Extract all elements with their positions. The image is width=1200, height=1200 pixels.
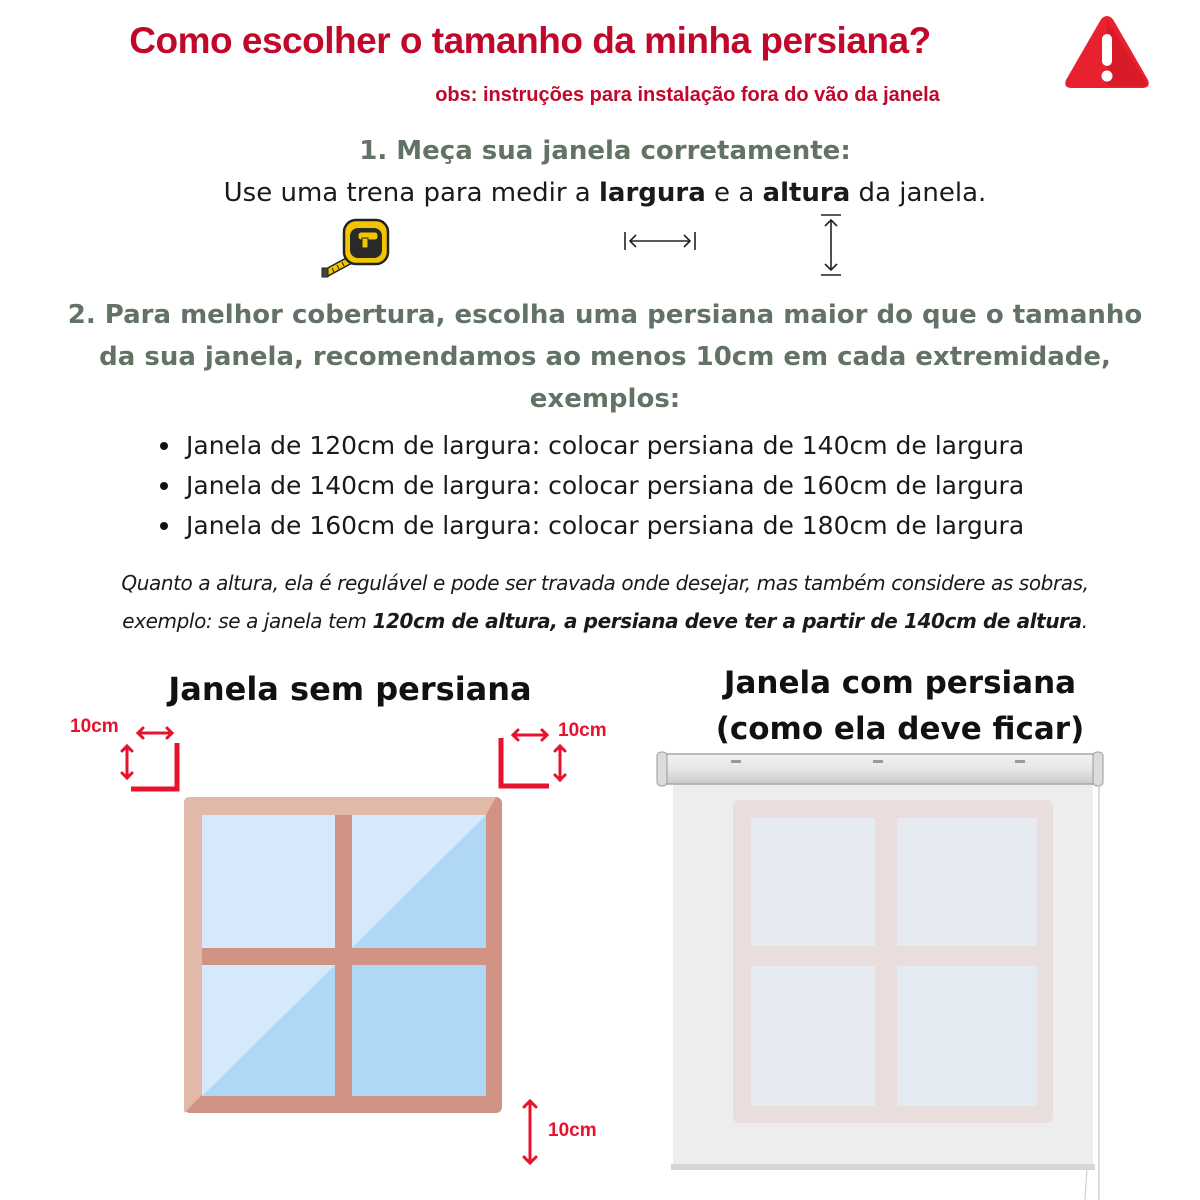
note-line2 [0, 602, 1200, 640]
step1-description [0, 178, 1200, 208]
note-bold-text: 120cm de altura, a persiana deve ter a partir de 140cm de altura [372, 609, 1082, 633]
width-term: largura [599, 178, 706, 208]
top-right-margin-marker-icon [495, 720, 575, 795]
example-text: Janela de 120cm de largura: colocar persiana de 140cm de largura [186, 431, 1025, 460]
margin-label-top-left: 10cm [70, 716, 119, 737]
left-illustration-heading: Janela sem persiana [168, 670, 532, 708]
page-title: Como escolher o tamanho da minha persiana? [129, 20, 931, 61]
right-illustration-heading [650, 660, 1150, 752]
subtitle-text: obs: instruções para instalação fora do vão da janela [435, 84, 940, 106]
examples-list [160, 426, 1120, 546]
list-item [160, 466, 1120, 506]
margin-label-bottom: 10cm [548, 1120, 597, 1141]
height-note [0, 564, 1200, 640]
step2-heading: 2. Para melhor cobertura, escolha uma persiana maior do que o tamanho da sua janela, recomendamos ao menos 10cm em cada extremidade, exemplos: [67, 300, 1143, 414]
window-with-blind-illustration [655, 748, 1175, 1200]
note-line1: Quanto a altura, ela é regulável e pode ser travada onde desejar, mas também considere as sobras, [121, 571, 1089, 595]
right-heading-line2: (como ela deve ficar) [715, 711, 1085, 747]
example-text: Janela de 140cm de largura: colocar persiana de 160cm de largura [186, 471, 1025, 500]
bullet-icon [160, 482, 168, 490]
note-text: exemplo: se a janela tem [122, 609, 373, 633]
note-text: . [1081, 609, 1088, 633]
step1-heading: 1. Meça sua janela corretamente: [359, 136, 851, 166]
top-left-margin-marker-icon [110, 720, 190, 795]
list-item [160, 426, 1120, 466]
example-text: Janela de 160cm de largura: colocar persiana de 180cm de largura [186, 511, 1025, 540]
tape-measure-icon [320, 212, 390, 278]
step1-desc-text: Use uma trena para medir a [223, 178, 600, 208]
margin-label-top-right: 10cm [558, 720, 607, 741]
height-arrow-icon [818, 212, 844, 278]
list-item [160, 506, 1120, 546]
bullet-icon [160, 522, 168, 530]
warning-triangle-icon [1062, 12, 1152, 92]
step1-desc-text: da janela. [850, 178, 987, 208]
height-term: altura [762, 178, 851, 208]
bullet-icon [160, 442, 168, 450]
right-heading-line1: Janela com persiana [723, 665, 1077, 701]
width-arrow-icon [622, 228, 698, 254]
subtitle [0, 84, 1190, 107]
window-without-blind-illustration [182, 795, 504, 1115]
bottom-margin-arrow-icon [515, 1095, 545, 1170]
step1-desc-text: e a [705, 178, 763, 208]
